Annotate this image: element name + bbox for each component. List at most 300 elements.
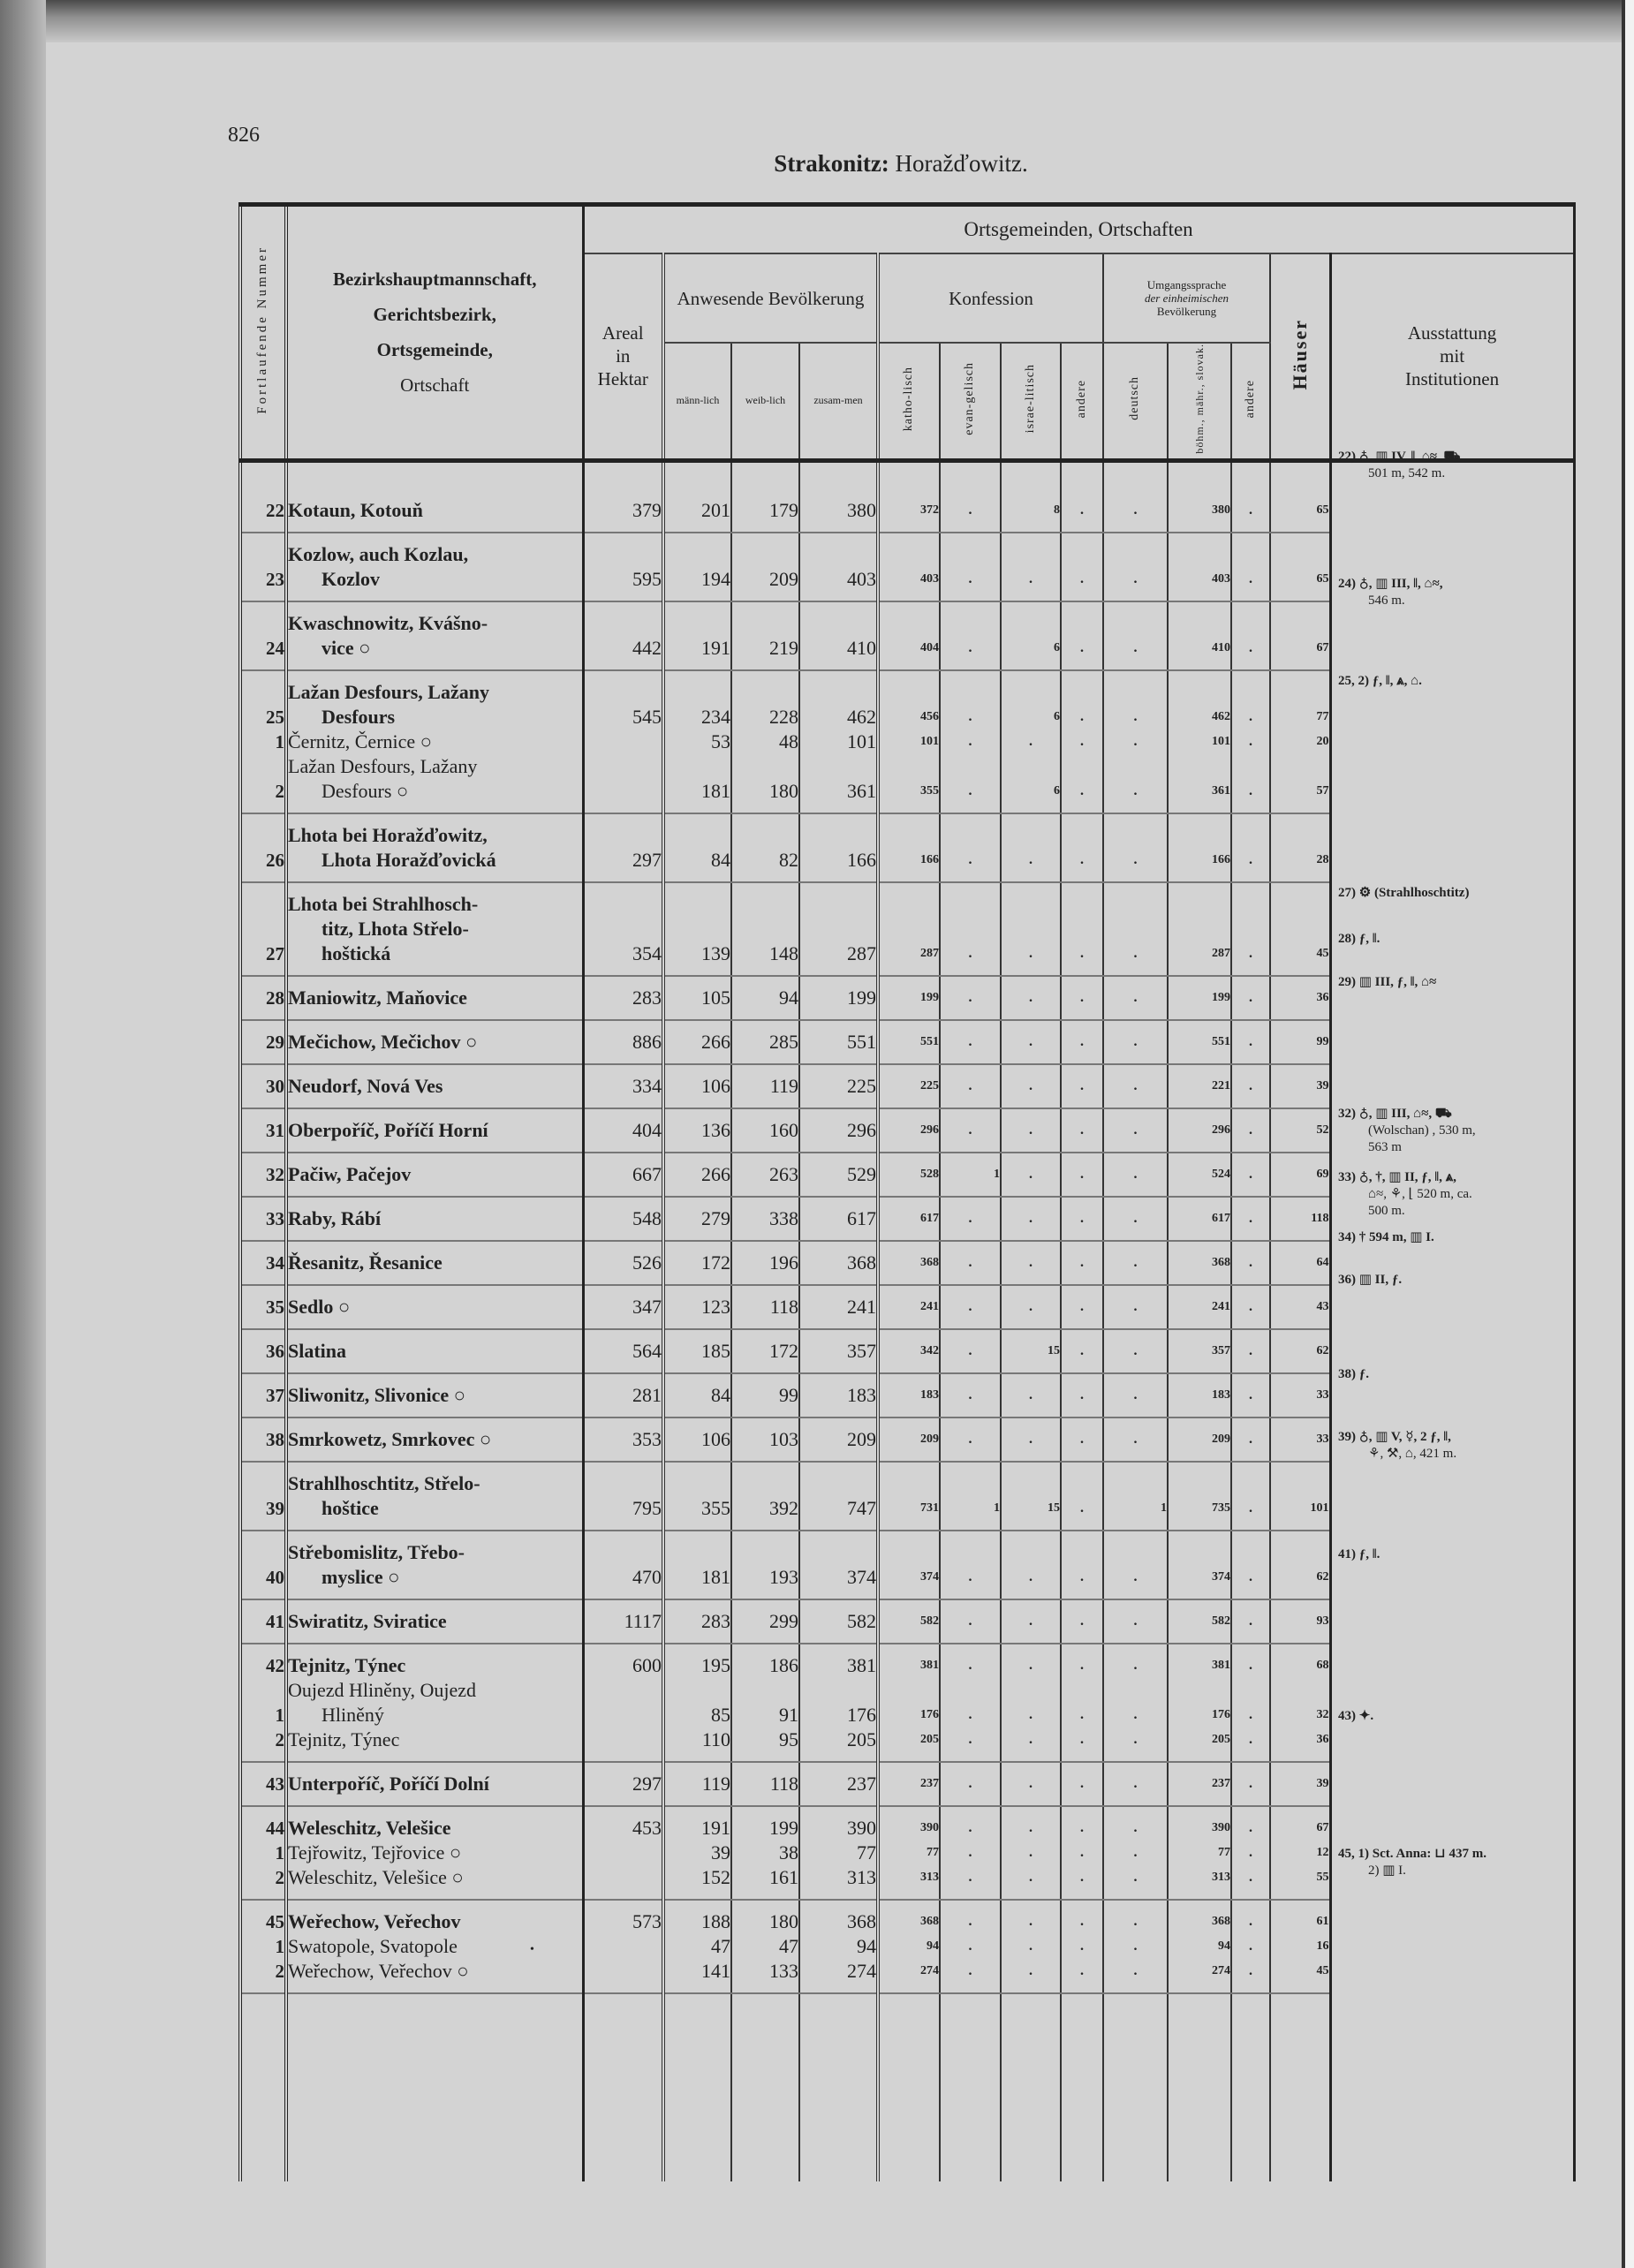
note-line: 29) ▥ III, ƒ, ‖, ⌂≈ [1338, 975, 1437, 989]
cell-haus: 77 [1270, 670, 1330, 730]
cell-deu: . [1103, 754, 1168, 813]
cell-ev: . [940, 1599, 1001, 1644]
cell-boh: 410 [1168, 601, 1231, 670]
cell-kath: 225 [878, 1064, 940, 1108]
institutions-cell [1330, 1959, 1574, 1993]
cell-haus: 65 [1270, 533, 1330, 601]
cell-w: 186 [731, 1644, 799, 1678]
cell-w: 103 [731, 1418, 799, 1462]
institutions-cell [1330, 813, 1574, 882]
cell-and2: . [1231, 813, 1270, 882]
cell-deu: . [1103, 489, 1168, 533]
cell-isr: . [1001, 1959, 1061, 1993]
cell-w: 180 [731, 1900, 799, 1934]
cell-ev: 1 [940, 1153, 1001, 1197]
note-line: 27) ⚙ (Strahlhoschtitz) [1338, 886, 1470, 900]
row-number: 29 [240, 1020, 286, 1064]
cell-w: 285 [731, 1020, 799, 1064]
cell-isr: . [1001, 1153, 1061, 1197]
note-line: 38) ƒ. [1338, 1367, 1369, 1381]
cell-and: . [1061, 1959, 1103, 1993]
cell-m: 181 [663, 1531, 731, 1599]
cell-deu: . [1103, 1865, 1168, 1900]
cell-kath: 368 [878, 1241, 940, 1285]
place-name-line: Weřechow, Veřechov [288, 1909, 461, 1932]
cell-areal: 353 [583, 1418, 663, 1462]
place-name [286, 1934, 583, 1959]
cell-kath: 199 [878, 976, 940, 1020]
cell-z: 77 [799, 1841, 878, 1865]
table-row-group [240, 1020, 1574, 1064]
cell-and2: . [1231, 1841, 1270, 1865]
cell-isr: 8 [1001, 489, 1061, 533]
cell-ev: . [940, 1727, 1001, 1762]
institution-note [1338, 673, 1570, 690]
cell-and2: . [1231, 1285, 1270, 1329]
institution-note [1338, 974, 1570, 991]
cell-and: . [1061, 1727, 1103, 1762]
place-name-line: Kozlow, auch Kozlau, [288, 542, 469, 565]
institution-note [1338, 1272, 1570, 1289]
cell-and2: . [1231, 1865, 1270, 1900]
cell-kath: 374 [878, 1531, 940, 1599]
institutions-cell [1330, 1727, 1574, 1762]
cell-ev: . [940, 1373, 1001, 1418]
cell-deu: . [1103, 1841, 1168, 1865]
cell-and2: . [1231, 1418, 1270, 1462]
cell-m: 234 [663, 670, 731, 730]
institution-note [1338, 931, 1570, 948]
table-row [240, 1762, 1574, 1806]
cell-boh: 183 [1168, 1373, 1231, 1418]
place-name [286, 1241, 583, 1285]
place-name-line: myslice ○ [322, 1565, 400, 1588]
institution-note [1338, 1546, 1570, 1563]
cell-boh: 94 [1168, 1934, 1231, 1959]
place-name-line: hoštická [322, 941, 391, 964]
place-name-line: Lhota bei Strahlhosch- [288, 892, 479, 915]
cell-and: . [1061, 1020, 1103, 1064]
table-row-group [240, 489, 1574, 533]
cell-z: 380 [799, 489, 878, 533]
cell-z: 94 [799, 1934, 878, 1959]
place-name [286, 1900, 583, 1934]
note-line: 28) ƒ, ‖. [1338, 932, 1381, 946]
cell-ev: . [940, 1531, 1001, 1599]
place-name-line: Kozlov [322, 567, 380, 590]
cell-areal: 548 [583, 1197, 663, 1241]
pop-group-header: Anwesende Bevölkerung [663, 253, 878, 343]
place-name [286, 1806, 583, 1841]
cell-boh: 462 [1168, 670, 1231, 730]
cell-and: . [1061, 1285, 1103, 1329]
place-name-line: Swatopole, Svatopole [288, 1934, 458, 1957]
cell-and2: . [1231, 976, 1270, 1020]
cell-z: 199 [799, 976, 878, 1020]
cell-areal: 297 [583, 813, 663, 882]
cell-areal [583, 1865, 663, 1900]
place-name [286, 1285, 583, 1329]
cell-m: 283 [663, 1599, 731, 1644]
cell-ev: . [940, 1418, 1001, 1462]
table-row [240, 1531, 1574, 1599]
cell-kath: 77 [878, 1841, 940, 1865]
cell-w: 180 [731, 754, 799, 813]
cell-and2: . [1231, 670, 1270, 730]
cell-z: 403 [799, 533, 878, 601]
cell-haus: 118 [1270, 1197, 1330, 1241]
cell-isr: 6 [1001, 754, 1061, 813]
cell-w: 82 [731, 813, 799, 882]
cell-and: . [1061, 1418, 1103, 1462]
cell-m: 47 [663, 1934, 731, 1959]
institution-note [1338, 1366, 1570, 1383]
cell-isr: . [1001, 813, 1061, 882]
spacer-cell [1231, 1993, 1270, 2181]
cell-areal [583, 1841, 663, 1865]
cell-kath: 404 [878, 601, 940, 670]
spacer-cell [878, 1993, 940, 2181]
spacer-cell [1270, 1993, 1330, 2181]
place-name-line: Kotaun, Kotouň [288, 498, 423, 521]
cell-deu: . [1103, 1934, 1168, 1959]
konf-group-header: Konfession [878, 253, 1103, 343]
row-number: 28 [240, 976, 286, 1020]
place-name-line: Lažan Desfours, Lažany [288, 680, 489, 703]
row-number: 31 [240, 1108, 286, 1153]
cell-and2: . [1231, 489, 1270, 533]
note-line: 25, 2) ƒ, ‖, ⩓, ⌂. [1338, 674, 1422, 688]
cell-boh: 582 [1168, 1599, 1231, 1644]
place-name-line: titz, Lhota Střelo- [322, 917, 469, 940]
spacer-cell [878, 460, 940, 489]
cell-isr: . [1001, 1418, 1061, 1462]
place-name-line: Maniowitz, Maňovice [288, 986, 467, 1009]
note-line: 41) ƒ, ‖. [1338, 1547, 1381, 1561]
cell-z: 381 [799, 1644, 878, 1678]
row-number: 37 [240, 1373, 286, 1418]
cell-z: 462 [799, 670, 878, 730]
cell-and: . [1061, 1197, 1103, 1241]
cell-m: 188 [663, 1900, 731, 1934]
cell-areal: 453 [583, 1806, 663, 1841]
note-line: 45, 1) Sct. Anna: ⊔ 437 m. [1338, 1847, 1486, 1861]
col-catholic-header: katho-lisch [878, 343, 940, 460]
institution-note [1338, 576, 1570, 609]
cell-w: 219 [731, 601, 799, 670]
table-row-group [240, 813, 1574, 882]
row-number: 30 [240, 1064, 286, 1108]
row-number: 39 [240, 1462, 286, 1531]
institutions-cell [1330, 1644, 1574, 1678]
cell-haus: 57 [1270, 754, 1330, 813]
institutions-cell [1330, 1064, 1574, 1108]
place-name [286, 1599, 583, 1644]
cell-m: 172 [663, 1241, 731, 1285]
spacer-cell [1103, 460, 1168, 489]
col-total-header: zusam-men [799, 343, 878, 460]
cell-deu: . [1103, 1678, 1168, 1727]
cell-areal: 347 [583, 1285, 663, 1329]
cell-areal: 795 [583, 1462, 663, 1531]
cell-boh: 287 [1168, 882, 1231, 976]
cell-boh: 199 [1168, 976, 1231, 1020]
institutions-cell [1330, 1762, 1574, 1806]
cell-kath: 355 [878, 754, 940, 813]
scan-edge-top [0, 0, 1634, 42]
cell-deu: . [1103, 1108, 1168, 1153]
cell-z: 357 [799, 1329, 878, 1373]
cell-ev: . [940, 1865, 1001, 1900]
cell-and: . [1061, 1108, 1103, 1153]
cell-and: . [1061, 1678, 1103, 1727]
spacer-cell [1330, 1993, 1574, 2181]
cell-z: 529 [799, 1153, 878, 1197]
cell-and: . [1061, 1762, 1103, 1806]
spacer-cell [286, 460, 583, 489]
cell-and: . [1061, 601, 1103, 670]
row-number: 26 [240, 813, 286, 882]
cell-deu: . [1103, 1418, 1168, 1462]
table-row-group [240, 601, 1574, 670]
cell-m: 141 [663, 1959, 731, 1993]
place-name-line: Lhota bei Horažďowitz, [288, 823, 488, 846]
cell-kath: 101 [878, 730, 940, 754]
cell-and: . [1061, 1241, 1103, 1285]
institutions-cell [1330, 1531, 1574, 1599]
col-german-header: deutsch [1103, 343, 1168, 460]
row-number: 27 [240, 882, 286, 976]
table-row [240, 1462, 1574, 1531]
cell-boh: 390 [1168, 1806, 1231, 1841]
cell-m: 139 [663, 882, 731, 976]
cell-z: 617 [799, 1197, 878, 1241]
table-row [240, 1020, 1574, 1064]
cell-z: 747 [799, 1462, 878, 1531]
cell-haus: 62 [1270, 1329, 1330, 1373]
cell-haus: 64 [1270, 1241, 1330, 1285]
cell-isr: . [1001, 533, 1061, 601]
cell-and2: . [1231, 882, 1270, 976]
cell-and: . [1061, 1599, 1103, 1644]
group-header: Ortsgemeinden, Ortschaften [583, 205, 1574, 254]
place-name-line: Mečichow, Mečichov ○ [288, 1030, 478, 1053]
cell-isr: . [1001, 1064, 1061, 1108]
place-name-line: Smrkowetz, Smrkovec ○ [288, 1427, 492, 1450]
cell-areal: 442 [583, 601, 663, 670]
row-number: 24 [240, 601, 286, 670]
cell-and: . [1061, 1329, 1103, 1373]
cell-ev: . [940, 1762, 1001, 1806]
table-row-group [240, 1599, 1574, 1644]
row-number: 2 [240, 1865, 286, 1900]
cell-and2: . [1231, 533, 1270, 601]
place-name [286, 1373, 583, 1418]
cell-boh: 381 [1168, 1644, 1231, 1678]
place-name-line: Weřechow, Veřechov ○ [288, 1959, 469, 1982]
cell-ev: . [940, 601, 1001, 670]
place-name [286, 1727, 583, 1762]
col-name-header: Bezirkshauptmannschaft, Gerichtsbezirk, Ortsgemeinde, Ortschaft [286, 205, 583, 461]
table-row [240, 1900, 1574, 1934]
cell-haus: 69 [1270, 1153, 1330, 1197]
place-name [286, 1531, 583, 1599]
row-number: 43 [240, 1762, 286, 1806]
cell-haus: 33 [1270, 1373, 1330, 1418]
cell-boh: 221 [1168, 1064, 1231, 1108]
cell-kath: 237 [878, 1762, 940, 1806]
cell-and: . [1061, 976, 1103, 1020]
note-line: 34) † 594 m, ▥ I. [1338, 1230, 1434, 1244]
row-number: 1 [240, 1934, 286, 1959]
place-name-line: Unterpoříč, Poříčí Dolní [288, 1772, 489, 1795]
cell-areal: 564 [583, 1329, 663, 1373]
cell-boh: 296 [1168, 1108, 1231, 1153]
table-row [240, 1599, 1574, 1644]
cell-areal [583, 1959, 663, 1993]
cell-kath: 372 [878, 489, 940, 533]
cell-ev: . [940, 670, 1001, 730]
cell-m: 123 [663, 1285, 731, 1329]
cell-areal: 404 [583, 1108, 663, 1153]
cell-isr: . [1001, 730, 1061, 754]
cell-z: 551 [799, 1020, 878, 1064]
cell-and2: . [1231, 1373, 1270, 1418]
cell-m: 355 [663, 1462, 731, 1531]
spacer-cell [663, 1993, 731, 2181]
spacer-cell [1231, 460, 1270, 489]
place-name-line: Swiratitz, Sviratice [288, 1609, 447, 1632]
title-court: Horažďowitz. [889, 150, 1028, 177]
cell-w: 118 [731, 1285, 799, 1329]
cell-w: 118 [731, 1762, 799, 1806]
cell-z: 361 [799, 754, 878, 813]
row-number: 22 [240, 489, 286, 533]
spacer-cell [1168, 1993, 1231, 2181]
cell-boh: 313 [1168, 1865, 1231, 1900]
place-name [286, 489, 583, 533]
place-name-line: vice ○ [322, 636, 371, 659]
cell-and2: . [1231, 1531, 1270, 1599]
col-czech-header: böhm., mähr., slovak. [1168, 343, 1231, 460]
spacer-cell [731, 1993, 799, 2181]
spacer-cell [286, 1993, 583, 2181]
cell-and2: . [1231, 1900, 1270, 1934]
cell-boh: 209 [1168, 1418, 1231, 1462]
institutions-cell [1330, 1285, 1574, 1329]
place-name-line: Sliwonitz, Slivonice ○ [288, 1383, 465, 1406]
cell-ev: . [940, 882, 1001, 976]
place-name [286, 533, 583, 601]
cell-haus: 32 [1270, 1678, 1330, 1727]
print-speck: • [530, 1943, 534, 1956]
cell-areal: 334 [583, 1064, 663, 1108]
note-line: 501 m, 542 m. [1368, 466, 1446, 480]
cell-ev: . [940, 1197, 1001, 1241]
row-number: 32 [240, 1153, 286, 1197]
cell-isr: . [1001, 1373, 1061, 1418]
place-name-line: Weleschitz, Velešice [288, 1816, 451, 1839]
cell-and: . [1061, 1373, 1103, 1418]
spacer-cell [1270, 460, 1330, 489]
cell-w: 94 [731, 976, 799, 1020]
cell-w: 392 [731, 1462, 799, 1531]
table-row [240, 489, 1574, 533]
place-name-line: Tejnitz, Týnec [288, 1653, 406, 1676]
table-row [240, 1064, 1574, 1108]
cell-deu: . [1103, 1599, 1168, 1644]
cell-isr: . [1001, 1020, 1061, 1064]
cell-deu: . [1103, 1153, 1168, 1197]
cell-m: 136 [663, 1108, 731, 1153]
cell-and2: . [1231, 1762, 1270, 1806]
cell-isr: . [1001, 1531, 1061, 1599]
cell-haus: 39 [1270, 1762, 1330, 1806]
cell-and: . [1061, 670, 1103, 730]
cell-kath: 528 [878, 1153, 940, 1197]
cell-z: 241 [799, 1285, 878, 1329]
place-name-line: Řesanitz, Řesanice [288, 1251, 443, 1274]
cell-isr: . [1001, 1934, 1061, 1959]
cell-and: . [1061, 1644, 1103, 1678]
cell-deu: . [1103, 1197, 1168, 1241]
place-name-line: Strahlhoschtitz, Střelo- [288, 1471, 480, 1494]
cell-and2: . [1231, 601, 1270, 670]
cell-haus: 20 [1270, 730, 1330, 754]
institutions-cell [1330, 1806, 1574, 1841]
row-number: 41 [240, 1599, 286, 1644]
cell-ev: . [940, 533, 1001, 601]
cell-deu: . [1103, 1020, 1168, 1064]
cell-w: 338 [731, 1197, 799, 1241]
cell-kath: 166 [878, 813, 940, 882]
cell-kath: 617 [878, 1197, 940, 1241]
cell-kath: 368 [878, 1900, 940, 1934]
cell-w: 209 [731, 533, 799, 601]
cell-z: 368 [799, 1241, 878, 1285]
place-name-line: Střebomislitz, Třebo- [288, 1540, 465, 1563]
cell-boh: 617 [1168, 1197, 1231, 1241]
cell-ev: . [940, 1020, 1001, 1064]
spacer-cell [1061, 460, 1103, 489]
cell-and2: . [1231, 1727, 1270, 1762]
institution-note [1338, 1708, 1570, 1725]
cell-areal [583, 1934, 663, 1959]
cell-ev: . [940, 1285, 1001, 1329]
cell-z: 176 [799, 1678, 878, 1727]
place-name [286, 1959, 583, 1993]
place-name-line: Lhota Horažďovická [322, 848, 496, 871]
col-israelite-header: israe-litisch [1001, 343, 1061, 460]
institution-note [1338, 1106, 1570, 1156]
cell-isr: . [1001, 1762, 1061, 1806]
spacer-cell [940, 460, 1001, 489]
cell-kath: 403 [878, 533, 940, 601]
cell-boh: 274 [1168, 1959, 1231, 1993]
cell-haus: 99 [1270, 1020, 1330, 1064]
row-number: 40 [240, 1531, 286, 1599]
cell-w: 172 [731, 1329, 799, 1373]
lang-group-header: Umgangssprache der einheimischen Bevölkerung [1103, 253, 1270, 343]
table-row [240, 1806, 1574, 1841]
row-number: 25 [240, 670, 286, 730]
cell-and2: . [1231, 754, 1270, 813]
cell-isr: . [1001, 1900, 1061, 1934]
cell-isr: 6 [1001, 670, 1061, 730]
place-name-line: hoštice [322, 1496, 379, 1519]
cell-haus: 93 [1270, 1599, 1330, 1644]
cell-and2: . [1231, 1197, 1270, 1241]
